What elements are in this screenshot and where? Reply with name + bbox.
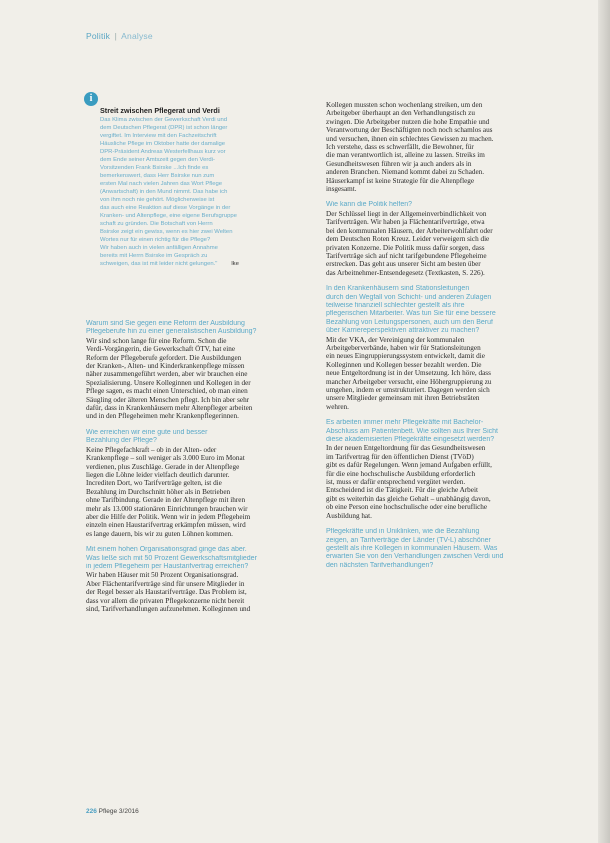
answer-text-line: unsere Mitglieder gemeinsam mit ihren Betriebsräten [326, 394, 480, 403]
answer-text-line: wehren. [326, 402, 349, 411]
paragraph-gap [326, 277, 558, 285]
interview-question-line: über Karriereperspektiven attraktiver zu machen? [326, 327, 480, 335]
interview-question-line: Was ließe sich mit 50 Prozent Gewerkschaftsmitglieder [86, 554, 257, 562]
answer-text-line: es lange dauern, bis wir zu guten Löhnen kommen. [86, 529, 233, 538]
info-box-line: Bsirske zeigt ein gewiss, wenn es hier zwei Welten [100, 229, 233, 235]
interview-question-line: Warum sind Sie gegen eine Reform der Ausbildung [86, 320, 245, 327]
answer-text-line: liegen die Löhne leider vielfach deutlich darunter. [86, 470, 230, 479]
answer-text-line: Säugling oder älteren Menschen pflegt. Ich bin aber sehr [86, 395, 250, 404]
answer-text-line: für die eine hochschulische Ausbildung erforderlich [326, 469, 476, 478]
info-box-line: schweigen, das ist mit leider nicht gelungen." lke [100, 261, 239, 267]
interview-question-line: Wie kann die Politik helfen? [326, 201, 412, 209]
answer-text-line: und versuchen, ihnen ein schlechtes Gewissen zu machen. [326, 134, 494, 143]
answer-text-line: Kolleginnen und Kollegen besser bezahlt werden. Die [326, 360, 482, 369]
answer-text-line: bei den kommunalen Häusern, der Arbeiterwohlfahrt oder [326, 226, 493, 235]
info-box-line: von ihm noch nie gehört. Möglicherweise ist [100, 197, 215, 203]
answer-text-line: ein neues Eingruppierungssystem entwickelt, damit die [326, 352, 485, 361]
answer-text-line: verdienen, plus Zuschläge. Gerade in der Altenpflege [86, 462, 240, 471]
interview-question-line: durch den Wegfall von Schicht- und anderen Zulagen [326, 293, 492, 301]
page-number: 226 [86, 808, 97, 815]
answer-text-line: neue Entgeltordnung ist in der Umsetzung. Ich höre, dass [326, 369, 491, 378]
answer-text-line: Der Schlüssel liegt in der Allgemeinverbindlichkeit von [326, 209, 487, 218]
answer-text-line: gibt es weiterhin das gleiche Gehalt – unabhängig davon, [326, 494, 491, 503]
interview-question-line: Pflegeberufe hin zu einer generalistischen Ausbildung? [86, 328, 257, 336]
answer-text-line: Ich verstehe, dass es schwerfällt, die Bewohner, für [326, 143, 474, 152]
answer-text-line: gibt es dafür Regelungen. Wenn jemand Aufgaben erfüllt, [326, 461, 492, 470]
answer-text-line: Wir sind schon lange für eine Reform. Schon die [86, 336, 227, 345]
answer-text-line: der Kranken-, Alten- und Kinderkrankenpflege müssen [86, 362, 245, 371]
paragraph-gap [86, 421, 318, 429]
info-box-line: Wortes nur für einen richtig für die Pflege? [100, 237, 211, 243]
answer-text-line: mehr als 13.000 stationären Einrichtungen brauchen wir [86, 504, 248, 513]
answer-text-line: Increditen Dort, wo Tarifverträge gelten, ist die [86, 479, 222, 488]
info-box-title: Streit zwischen Pflegerat und Verdi [100, 106, 220, 115]
info-box-line: Wir haben auch in vielen anfälligen Annahme [100, 245, 218, 251]
breadcrumb-subsection: Analyse [121, 31, 153, 41]
answer-text-line: Kollegen mussten schon wochenlang streiken, um den [326, 101, 483, 109]
answer-text-line: einzeln einen Haustarifvertrag erkämpfen müssen, wird [86, 521, 246, 530]
breadcrumb-section: Politik [86, 31, 111, 41]
answer-text-line: aber die Hilfe der Politik. Wenn wir in jedem Pflegeheim [86, 512, 251, 521]
answer-text-line: und in den Pflegeheimen mehr Krankenpflegerinnen. [86, 412, 239, 421]
interview-question-line: Bezahlung der Pflege? [86, 437, 157, 445]
info-box-body [100, 116, 310, 268]
answer-text-line: im Tarifvertrag für den öffentlichen Dienst (TVöD) [326, 452, 474, 461]
paragraph-gap [86, 538, 318, 546]
info-box-line: Kranken- und Altenpflege, eine eigene Berufsgruppe [100, 213, 237, 219]
info-icon: i [84, 92, 98, 106]
answer-text-line: In der neuen Entgeltordnung für das Gesundheitswesen [326, 444, 486, 453]
answer-text-line: Entscheidend ist die Tätigkeit. Für die gleiche Arbeit [326, 486, 478, 495]
interview-question-line: pflegerischen Mitarbeiter. Was tun Sie für eine bessere [326, 310, 496, 318]
answer-text-line: Häuserkampf ist keine Strategie für die Altenpflege [326, 176, 475, 185]
info-box-line: (Anwartschaft) in den Mund nimmt. Das habe ich [100, 189, 228, 195]
interview-question-line: gestellt als ihre Kollegen in kommunalen Häusern. Was [326, 544, 498, 552]
answer-text-line: privaten Konzerne. Die Politik muss dafür sorgen, dass [326, 243, 485, 252]
interview-question-line: In den Krankenhäusern sind Stationsleitungen [326, 285, 470, 293]
answer-text-line: anderen Branchen. Niemand kommt dabei zu Schaden. [326, 168, 485, 177]
answer-text-line: sind, Tarifverhandlungen aufzunehmen. Kolleginnen und [86, 605, 251, 613]
info-box-line: dem Ende seiner Amtszeit gegen den Verdi- [100, 157, 215, 163]
interview-question-line: zeigen, an Tarifverträge der Länder (TV-L) abschöner [326, 536, 491, 544]
interview-question-line: Bezahlung von Leitungspersonen, auch um den Beruf [326, 318, 493, 326]
article-column-right [326, 101, 558, 570]
interview-question-line: diese akademisierten Pflegekräfte eingesetzt werden? [326, 436, 495, 444]
answer-text-line: Gesundheitswesen führen wir ja auch anders als in [326, 159, 472, 168]
answer-text-line: erstrecken. Das geht aus unserer Sicht am besten über [326, 260, 481, 269]
answer-text-line: mancher Arbeitgeber versucht, eine Höhergruppierung zu [326, 377, 492, 386]
answer-text-line: Pflege sagen, es macht einen Unterschied, ob man einen [86, 387, 248, 396]
breadcrumb-separator: | [114, 31, 118, 41]
answer-text-line: zwingen. Die Arbeitgeber nutzen die hohe Empathie und [326, 117, 490, 126]
info-box-line: Das Klima zwischen der Gewerkschaft Verdi und [100, 117, 228, 123]
info-box-line: das auch eine Reaktion auf diese Vorgänge in der [100, 205, 231, 211]
issue-label: Pflege 3/2016 [98, 808, 139, 815]
info-box-line: bemerkenswert, dass Herr Bsirske nun zum [100, 173, 215, 179]
answer-text-line: Wir haben Häuser mit 50 Prozent Organisationsgrad. [86, 571, 239, 580]
answer-text-line: Arbeitgeber überhaupt an den Verhandlungstisch zu [326, 109, 475, 118]
info-box-tail: lke [231, 261, 239, 267]
interview-question-line: Es arbeiten immer mehr Pflegekräfte mit Bachelor- [326, 419, 484, 427]
paragraph-gap [326, 193, 558, 201]
paragraph-gap [326, 520, 558, 528]
answer-text-line: der Regel besser als Haustarifverträge. Das Problem ist, [86, 588, 247, 597]
answer-text-line: Spezialisierung. Unsere Kolleginnen und Kollegen in der [86, 378, 251, 387]
interview-question-line: Pflegekräfte und in Uniklinken, wie die Bezahlung [326, 528, 480, 536]
answer-text-line: Aber Flächentarifverträge sind für unsere Mitglieder in [86, 579, 245, 588]
answer-text-line: das Arbeitnehmer-Entsendegesetz (Textkasten, S. 226). [326, 268, 485, 277]
answer-text-line: die man verantwortlich ist, alleine zu lassen. Streiks im [326, 151, 485, 160]
interview-question-line: Abschluss am Patientenbett. Wie sollten aus Ihrer Sicht [326, 427, 498, 435]
info-box-line: bereits mit Herrn Bsirske im Gespräch zu [100, 253, 208, 259]
answer-text-line: Reform der Pflegeberufe gefordert. Die Ausbildungen [86, 353, 242, 362]
answer-text-line: ob eine Person eine hochschulische oder eine berufliche [326, 503, 488, 512]
info-box [86, 92, 312, 298]
answer-text-line: Tarifverträgen. Wir haben ja Flächentarifverträge, etwa [326, 218, 485, 227]
answer-text-line: ist, muss er dafür entsprechend vergütet werden. [326, 478, 466, 487]
answer-text-line: Keine Pflegefachkraft – ob in der Alten- oder [86, 445, 217, 454]
interview-question-line: den nächsten Tarifverhandlungen? [326, 561, 434, 569]
interview-question-line: teilweise finanziell schlechter gestellt als ihre [326, 301, 465, 309]
info-box-line: vergiftet. Im Interview mit den Fachzeitschrift [100, 133, 217, 139]
answer-text-line: Arbeitgeberverbände, haben wir für Stationsleitungen [326, 343, 481, 352]
answer-text-line: Tarifverträge sich auf nicht tarifgebundene Pflegeheime [326, 251, 487, 260]
answer-text-line: Bezahlung im Durchschnitt höher als in Betrieben [86, 487, 231, 496]
interview-question-line: in jedem Pflegeheim per Haustarifvertrag erreichen? [86, 562, 249, 570]
answer-text-line: Verdi-Vorgängerin, die Gewerkschaft ÖTV, hat eine [86, 345, 236, 354]
breadcrumb [86, 31, 153, 41]
paragraph-gap [326, 411, 558, 419]
answer-text-line: insgesamt. [326, 185, 357, 194]
answer-text-line: dafür, dass in Krankenhäusern mehr Altenpfleger arbeiten [86, 404, 253, 413]
info-box-line: DPR-Präsident Andreas Westerfellhaus kurz vor [100, 149, 226, 155]
answer-text-line: Verantwortung der Beschäftigten noch noch schamlos aus [326, 126, 493, 135]
article-column-left [86, 320, 318, 613]
info-box-line: dem Deutschen Pflegerat (DPR) ist schon länger [100, 125, 228, 131]
answer-text-line: dass vor allem die privaten Pflegekonzerne nicht bereit [86, 596, 245, 605]
scan-edge-shadow [598, 0, 610, 843]
answer-text-line: Krankenpflege – soll weniger als 3.000 Euro im Monat [86, 454, 245, 463]
answer-text-line: Mit der VKA, der Vereinigung der kommunalen [326, 335, 465, 344]
answer-text-line: umgehen, indem er umstrukturiert. Dagegen werden sich [326, 386, 490, 394]
interview-question-line: Wie erreichen wir eine gute und besser [86, 428, 208, 436]
interview-question-line: Mit einem hohen Organisationsgrad ginge das aber. [86, 546, 247, 554]
interview-question-line: erwarten Sie von den Verhandlungen zwischen Verdi und [326, 553, 504, 561]
info-box-line: schaft zu gründen. Die Botschaft von Herrn [100, 221, 213, 227]
answer-text-line: dem Deutschen Roten Kreuz. Leider verweigern sich die [326, 235, 490, 244]
answer-text-line: ohne Tarifbindung. Gerade in der Altenpflege mit ihren [86, 496, 246, 505]
page-footer [86, 808, 139, 815]
info-box-line: Vorsitzenden Frank Bsirske ...Ich finde es [100, 165, 209, 171]
info-box-line: ersten Mal nach vielen Jahren das Wort Pflege [100, 181, 223, 187]
info-box-line: Häusliche Pflege im Oktober hatte der damalige [100, 141, 226, 147]
answer-text-line: Ausbildung hat. [326, 511, 372, 520]
answer-text-line: näher zusammengeführt werden, aber wir brauchen eine [86, 370, 248, 379]
